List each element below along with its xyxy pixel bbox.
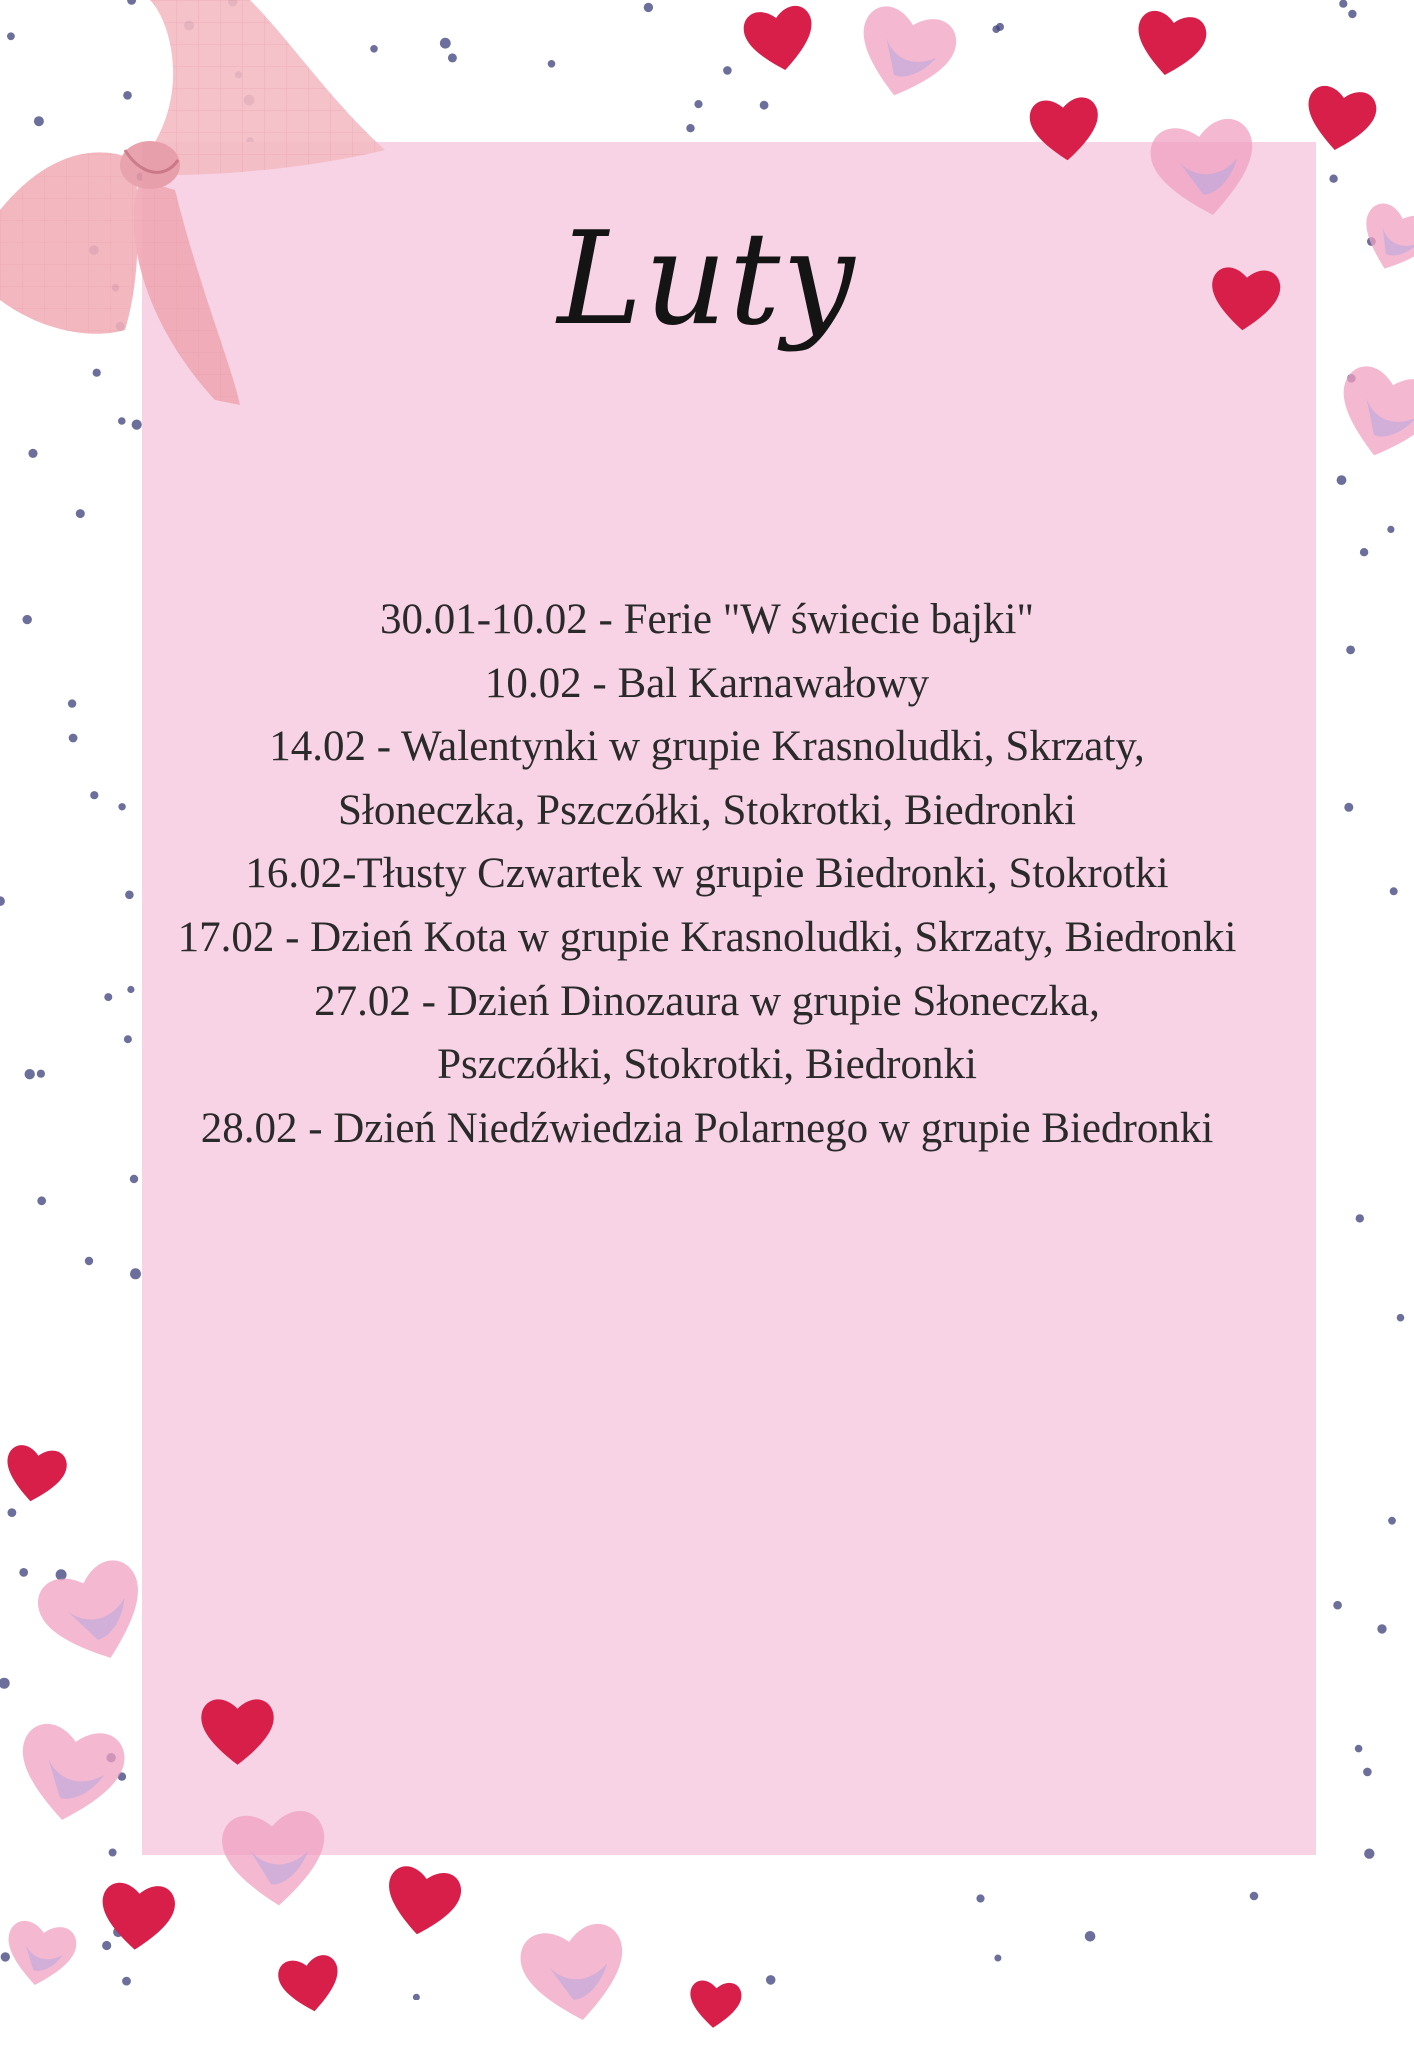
polka-dot (7, 1508, 16, 1517)
polka-dot (1377, 1624, 1386, 1633)
polka-dot (694, 100, 702, 108)
polka-dot (644, 3, 653, 12)
ribbon-bow-icon (0, 0, 390, 420)
heart-icon (1202, 257, 1289, 344)
heart-icon (1022, 87, 1109, 174)
polka-dot (132, 420, 142, 430)
heart-icon (373, 1853, 471, 1951)
heart-icon (269, 1944, 350, 2025)
polka-dot (1355, 1745, 1363, 1753)
event-line: 27.02 - Dzień Dinozaura w grupie Słoneczka, (314, 977, 1100, 1025)
event-line: 28.02 - Dzień Niedźwiedzia Polarnego w grupie Biedronki (200, 1104, 1214, 1152)
heart-icon (0, 1705, 139, 1844)
polka-dot (1329, 175, 1337, 183)
heart-icon (0, 1909, 86, 2002)
heart-icon (195, 1690, 280, 1775)
polka-dot (1363, 1768, 1372, 1777)
polka-dot (1348, 10, 1356, 18)
polka-dot (122, 1977, 131, 1986)
polka-dot (1360, 548, 1368, 556)
polka-dot (28, 449, 37, 458)
heart-icon (734, 0, 827, 86)
polka-dot (1356, 1214, 1364, 1222)
polka-dot (448, 53, 457, 62)
polka-dot (1337, 475, 1347, 485)
heart-icon (505, 1905, 644, 2044)
polka-dot (76, 509, 85, 518)
polka-dot (686, 124, 694, 132)
event-line: 16.02-Tłusty Czwartek w grupie Biedronki, Stokrotki (245, 850, 1169, 898)
heart-icon (210, 1795, 340, 1925)
polka-dot (766, 1975, 776, 1985)
polka-dot (1085, 1931, 1096, 1942)
polka-dot (413, 1994, 420, 2000)
polka-dot (440, 38, 451, 49)
polka-dot (1388, 1517, 1396, 1525)
heart-icon (91, 1871, 183, 1963)
heart-icon (1124, 0, 1217, 91)
event-line: 17.02 - Dzień Kota w grupie Krasnoludki, Skrzaty, Biedronki (177, 913, 1237, 961)
event-list (0, 588, 1414, 1160)
event-line: Pszczółki, Stokrotki, Biedronki (437, 1041, 977, 1089)
polka-dot (994, 1955, 1001, 1962)
event-line: 30.01-10.02 - Ferie "W świecie bajki" (379, 596, 1035, 643)
polka-dot (85, 1257, 93, 1265)
polka-dot (130, 1175, 138, 1183)
polka-dot (976, 1894, 984, 1902)
event-line: Słoneczka, Pszczółki, Stokrotki, Biedronki (337, 786, 1077, 834)
heart-icon (1294, 74, 1387, 167)
polka-dot (1397, 1314, 1405, 1322)
event-line: 14.02 - Walentynki w grupie Krasnoludki, Skrzaty, (269, 723, 1145, 771)
polka-dot (0, 1678, 10, 1689)
polka-dot (723, 66, 732, 75)
heart-icon (682, 1972, 747, 2037)
polka-dot (992, 25, 1000, 33)
polka-dot (760, 101, 769, 110)
event-line: 10.02 - Bal Karnawałowy (484, 659, 930, 707)
polka-dot (1387, 526, 1394, 533)
polka-dot (548, 60, 556, 68)
polka-dot (1250, 1892, 1259, 1901)
heart-icon (0, 1434, 76, 1515)
polka-dot (37, 1196, 46, 1205)
heart-icon (1135, 100, 1274, 239)
page-title: Luty (557, 205, 857, 354)
polka-dot (1333, 1601, 1342, 1610)
polka-dot (109, 1849, 117, 1857)
polka-dot (1364, 1849, 1374, 1859)
polka-dot (1339, 0, 1347, 8)
polka-dot (130, 1268, 141, 1279)
